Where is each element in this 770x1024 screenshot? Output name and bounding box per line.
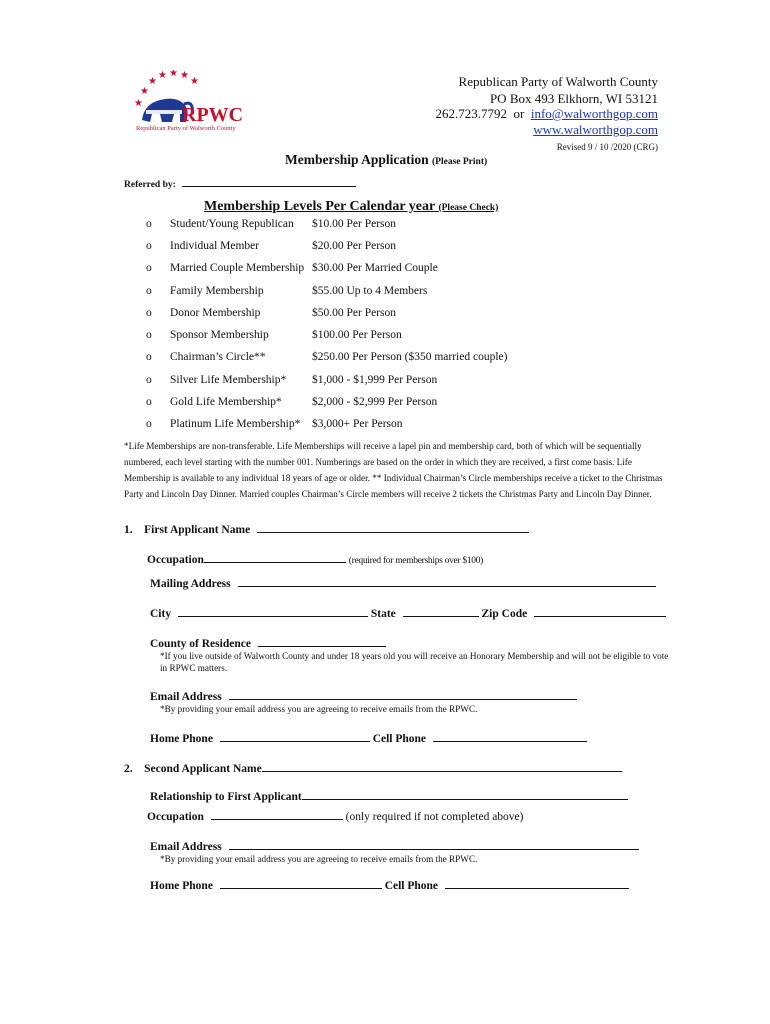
second-email-label: Email Address — [150, 841, 222, 853]
level-checkbox[interactable]: o — [146, 351, 152, 363]
second-cell-phone-label: Cell Phone — [384, 880, 439, 892]
mailing-address-field — [150, 575, 656, 590]
home-phone-label: Home Phone — [150, 733, 213, 745]
second-email-field — [150, 838, 639, 853]
second-email-note: *By providing your email address you are agreeing to receive emails from the RPWC. — [160, 854, 478, 864]
level-price: $2,000 - $2,999 Per Person — [312, 396, 438, 408]
email-link[interactable]: info@walworthgop.com — [530, 106, 658, 121]
second-name-input[interactable] — [262, 760, 622, 772]
level-price: $3,000+ Per Person — [312, 418, 403, 430]
level-price: $250.00 Per Person ($350 married couple) — [312, 351, 508, 363]
email-field — [150, 688, 577, 703]
second-occupation-field — [147, 808, 524, 823]
level-name: Student/Young Republican — [170, 218, 294, 230]
level-name: Individual Member — [170, 240, 260, 252]
second-phone-field — [150, 877, 629, 892]
title-main: Membership Application — [285, 152, 429, 167]
relationship-field — [150, 788, 628, 803]
level-checkbox[interactable]: o — [146, 262, 152, 274]
revised-date: Revised 9 / 10 /2020 (CRG) — [556, 142, 658, 152]
zip-label: Zip Code — [481, 608, 528, 620]
org-name: Republican Party of Walworth County — [458, 74, 658, 89]
occupation-field — [147, 551, 483, 566]
rpwc-logo — [132, 70, 250, 136]
city-input[interactable] — [178, 605, 368, 617]
levels-heading-note: (Please Check) — [438, 203, 499, 213]
second-cell-phone-input[interactable] — [445, 877, 629, 889]
zip-input[interactable] — [534, 605, 666, 617]
phone-field — [150, 730, 587, 745]
level-name: Chairman’s Circle** — [170, 351, 266, 363]
cell-phone-label: Cell Phone — [372, 733, 427, 745]
second-applicant-name-field — [124, 760, 622, 775]
level-name: Gold Life Membership* — [170, 396, 282, 408]
first-name-input[interactable] — [257, 521, 529, 533]
level-name: Platinum Life Membership* — [170, 418, 301, 430]
level-price: $30.00 Per Married Couple — [312, 262, 438, 274]
city-label: City — [150, 608, 172, 620]
org-phone: 262.723.7792 — [435, 106, 507, 121]
relationship-label: Relationship to First Applicant — [150, 791, 302, 803]
county-input[interactable] — [258, 635, 386, 647]
level-checkbox[interactable]: o — [146, 374, 152, 386]
referred-by-input[interactable] — [182, 175, 356, 187]
mailing-input[interactable] — [238, 575, 656, 587]
website-link[interactable]: www.walworthgop.com — [533, 122, 658, 137]
level-price: $10.00 Per Person — [312, 218, 397, 230]
level-checkbox[interactable]: o — [146, 418, 152, 430]
level-name: Family Membership — [170, 285, 264, 297]
second-name-label: Second Applicant Name — [144, 763, 262, 775]
county-note: *If you live outside of Walworth County and under 18 years old you will receive an Honorary Membership and will not be eligible to vote in RPWC matters. — [160, 651, 669, 673]
level-price: $100.00 Per Person — [312, 329, 402, 341]
level-name: Sponsor Membership — [170, 329, 269, 341]
cell-phone-input[interactable] — [433, 730, 587, 742]
level-checkbox[interactable]: o — [146, 396, 152, 408]
second-occupation-note: (only required if not completed above) — [345, 811, 524, 823]
first-name-label: First Applicant Name — [144, 524, 251, 536]
level-price: $50.00 Per Person — [312, 307, 397, 319]
occupation-label: Occupation — [147, 554, 204, 566]
contact-line — [436, 106, 659, 122]
section-number: 2. — [124, 763, 133, 775]
second-home-phone-label: Home Phone — [150, 880, 213, 892]
second-occupation-label: Occupation — [147, 811, 204, 823]
email-input[interactable] — [229, 688, 577, 700]
svg-text:★: ★ — [180, 70, 189, 81]
referred-by-label: Referred by: — [124, 180, 176, 190]
svg-text:★: ★ — [190, 76, 199, 87]
levels-heading — [204, 199, 498, 215]
state-input[interactable] — [403, 605, 479, 617]
level-checkbox[interactable]: o — [146, 240, 152, 252]
home-phone-input[interactable] — [220, 730, 370, 742]
mailing-label: Mailing Address — [150, 578, 231, 590]
website-line — [533, 122, 658, 138]
or-text: or — [513, 106, 525, 121]
first-applicant-name-field — [124, 521, 529, 536]
logo-tagline: Republican Party of Walworth County — [136, 125, 236, 132]
county-label: County of Residence — [150, 638, 251, 650]
second-email-input[interactable] — [229, 838, 639, 850]
level-name: Married Couple Membership — [170, 262, 305, 274]
occupation-input[interactable] — [204, 551, 346, 563]
page-title — [285, 152, 487, 168]
relationship-input[interactable] — [302, 788, 628, 800]
level-price: $20.00 Per Person — [312, 240, 397, 252]
second-occupation-input[interactable] — [211, 808, 343, 820]
state-label: State — [370, 608, 396, 620]
level-name: Donor Membership — [170, 307, 261, 319]
email-label: Email Address — [150, 691, 222, 703]
occupation-note: (required for memberships over $100) — [348, 556, 484, 566]
org-address: PO Box 493 Elkhorn, WI 53121 — [489, 91, 658, 106]
levels-heading-main: Membership Levels Per Calendar year — [204, 199, 435, 214]
svg-text:★: ★ — [169, 70, 178, 79]
section-number: 1. — [124, 524, 133, 536]
level-checkbox[interactable]: o — [146, 329, 152, 341]
title-note: (Please Print) — [432, 157, 488, 167]
svg-text:★: ★ — [158, 70, 167, 81]
level-checkbox[interactable]: o — [146, 218, 152, 230]
level-checkbox[interactable]: o — [146, 307, 152, 319]
referred-by-field — [124, 175, 356, 190]
level-price: $1,000 - $1,999 Per Person — [312, 374, 438, 386]
city-state-zip-field — [150, 605, 666, 620]
second-home-phone-input[interactable] — [220, 877, 382, 889]
level-checkbox[interactable]: o — [146, 285, 152, 297]
county-field — [150, 635, 386, 650]
level-price: $55.00 Up to 4 Members — [312, 285, 428, 297]
svg-text:★: ★ — [148, 76, 157, 87]
email-note: *By providing your email address you are agreeing to receive emails from the RPWC. — [160, 704, 478, 714]
svg-text:★: ★ — [134, 98, 143, 109]
svg-text:★: ★ — [140, 86, 149, 97]
level-name: Silver Life Membership* — [170, 374, 287, 386]
logo-mark: RPWC — [182, 104, 244, 126]
life-membership-note: *Life Memberships are non-transferable. Life Memberships will receive a lapel pin and membership card, both of which will be sequentially numbered, each level starting with the number 001. Numberings are based on the order in which they are received, a first come basis. Life Membership is available to any individual 18 years of age or older. ** Individual Chairman’s Circle memberships receive a ticket to the Christmas Party and Lincoln Day Dinner. Married couples Chairman’s Circle members will receive 2 tickets the Christmas Party and Lincoln Day Dinner. — [124, 441, 663, 499]
